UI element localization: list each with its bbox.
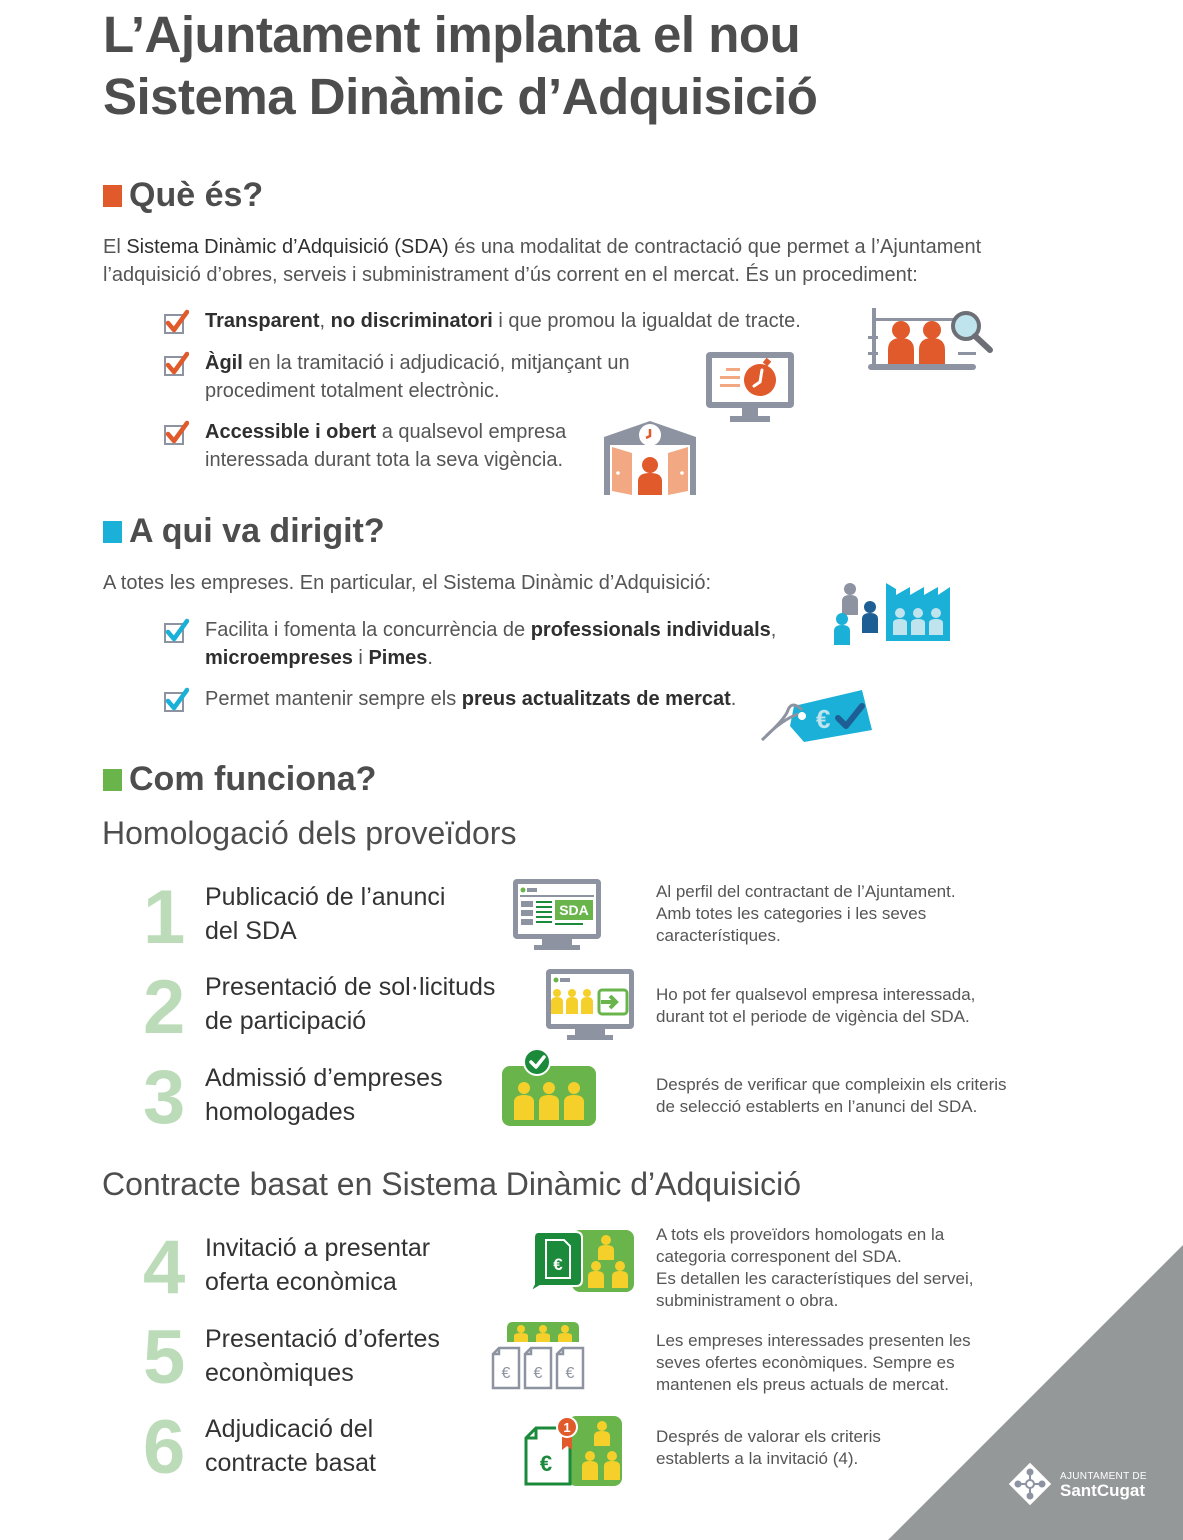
intro-paragraph — [103, 233, 1103, 289]
bold-transparent: Transparent — [205, 310, 320, 332]
intro-pre: El — [103, 236, 127, 258]
label-line-1: Admissió d’empreses — [205, 1064, 443, 1092]
subheading-contracte-basat: Contracte basat en Sistema Dinàmic d’Adquisició — [102, 1166, 801, 1202]
qui-intro: A totes les empreses. En particular, el Sistema Dinàmic d’Adquisició: — [103, 572, 712, 594]
approved-group-icon — [500, 1048, 598, 1128]
desc-line: característiques. — [656, 926, 781, 945]
desc-line: Les empreses interessades presenten les — [656, 1331, 971, 1350]
label-line-1: Publicació de l’anunci — [205, 883, 446, 911]
svg-text:€: € — [501, 1365, 511, 1382]
step-label-2 — [205, 970, 495, 1038]
intro-bold: Sistema Dinàmic d’Adquisició (SDA) — [126, 236, 449, 258]
ajuntament-sant-cugat-logo — [1008, 1462, 1147, 1506]
step-label-6 — [205, 1412, 376, 1480]
label-line-2: contracte basat — [205, 1449, 376, 1477]
bold-agil: Àgil — [205, 352, 243, 374]
check-item-preus — [163, 685, 736, 713]
item-rest: en la tramitació i adjudicació, mitjançant un — [242, 352, 630, 374]
subheading-homologacio: Homologació dels proveïdors — [102, 815, 517, 851]
step-label-3 — [205, 1061, 443, 1129]
conj: i — [352, 647, 369, 669]
orange-square-marker — [103, 185, 122, 207]
check-item-accessible — [163, 418, 566, 474]
logo-big-text: SantCugat — [1060, 1481, 1145, 1500]
checkbox-checked-icon — [163, 618, 189, 644]
item-rest: i que promou la igualdat de tracte. — [492, 310, 801, 332]
label-line-1: Presentació d’ofertes — [205, 1325, 440, 1353]
step-label-5 — [205, 1322, 440, 1390]
desc-line: durant tot el periode de vigència del SDA. — [656, 1007, 970, 1026]
period: . — [730, 688, 737, 710]
svg-text:€: € — [565, 1365, 575, 1382]
monitor-stopwatch-icon — [704, 350, 796, 426]
label-line-1: Adjudicació del — [205, 1415, 374, 1443]
checkbox-checked-icon — [163, 309, 189, 335]
intro-line-2: l’adquisició d’obres, serveis i subministrament d’ús corrent en el mercat. És un procediment: — [103, 264, 918, 286]
step-label-4 — [205, 1231, 430, 1299]
desc-line: categoria corresponent del SDA. — [656, 1247, 902, 1266]
checkbox-checked-icon — [163, 420, 189, 446]
label-line-1: Invitació a presentar — [205, 1234, 431, 1262]
check-item-professionals — [163, 616, 776, 672]
checkbox-checked-icon — [163, 687, 189, 713]
svg-text:€: € — [539, 1451, 553, 1476]
sant-cugat-emblem-icon — [1008, 1462, 1052, 1506]
step-number-6: 6 — [143, 1405, 186, 1490]
step-number-4: 4 — [143, 1225, 186, 1310]
label-line-2: del SDA — [205, 917, 297, 945]
heading-text: Com funciona? — [129, 760, 377, 798]
offers-euro-docs-icon — [491, 1320, 591, 1392]
item-rest: a qualsevol empresa — [376, 421, 567, 443]
heading-text: Què és? — [129, 176, 264, 214]
logo-small-text: AJUNTAMENT DE — [1060, 1471, 1147, 1482]
item-pre: Facilita i fomenta la concurrència de — [205, 619, 531, 641]
desc-line: mantenen els preus actuals de mercat. — [656, 1375, 949, 1394]
desc-line: A tots els proveïdors homologats en la — [656, 1225, 945, 1244]
svg-text:SDA: SDA — [559, 902, 589, 918]
monitor-sda-icon — [512, 878, 602, 952]
cyan-square-marker — [103, 521, 122, 543]
separator: , — [319, 310, 331, 332]
step-number-2: 2 — [143, 965, 186, 1050]
section-heading-que-es — [103, 176, 263, 215]
heading-text: A qui va dirigit? — [129, 512, 385, 550]
desc-line: Després de verificar que compleixin els criteris — [656, 1075, 1007, 1094]
checkbox-checked-icon — [163, 351, 189, 377]
svg-text:€: € — [816, 704, 831, 734]
desc-line: de selecció establerts en l’anunci del SDA. — [656, 1097, 978, 1116]
item-line-2: interessada durant tota la seva vigència. — [205, 449, 563, 471]
award-contract-icon — [524, 1414, 624, 1488]
desc-line: Ho pot fer qualsevol empresa interessada, — [656, 985, 976, 1004]
bold-microempreses: microempreses — [205, 647, 353, 669]
check-item-agil — [163, 349, 630, 405]
step-desc-2 — [656, 984, 1046, 1028]
period: . — [427, 647, 433, 669]
label-line-2: oferta econòmica — [205, 1268, 397, 1296]
svg-text:1: 1 — [563, 1420, 571, 1435]
desc-line: subministrament o obra. — [656, 1291, 839, 1310]
monitor-people-enter-icon — [545, 968, 635, 1042]
comma: , — [770, 619, 777, 641]
title-line-2: Sistema Dinàmic d’Adquisició — [103, 68, 818, 125]
step-number-5: 5 — [143, 1315, 186, 1400]
intro-post: és una modalitat de contractació que permet a l’Ajuntament — [448, 236, 982, 258]
item-line-2: procediment totalment electrònic. — [205, 380, 500, 402]
bold-pimes: Pimes — [368, 647, 428, 669]
people-magnifier-icon — [866, 306, 996, 372]
desc-line: Després de valorar els criteris — [656, 1427, 881, 1446]
svg-text:€: € — [553, 1255, 563, 1274]
desc-line: establerts a la invitació (4). — [656, 1449, 859, 1468]
bold-preus: preus actualitzats de mercat — [461, 688, 731, 710]
open-building-icon — [602, 417, 698, 497]
bold-professionals: professionals individuals — [530, 619, 771, 641]
step-desc-1 — [656, 881, 1046, 947]
euro-price-tag-icon — [758, 686, 876, 748]
step-desc-3 — [656, 1074, 1046, 1118]
label-line-2: de participació — [205, 1007, 367, 1035]
bold-accessible: Accessible i obert — [205, 421, 377, 443]
people-factory-icon — [830, 579, 954, 647]
label-line-2: econòmiques — [205, 1359, 354, 1387]
page-title — [103, 4, 1003, 128]
green-square-marker — [103, 769, 122, 791]
desc-line: Al perfil del contractant de l’Ajuntament. — [656, 882, 956, 901]
invitation-euro-icon — [528, 1228, 636, 1294]
desc-line: Amb totes les categories i les seves — [656, 904, 927, 923]
section-heading-a-qui — [103, 512, 385, 551]
label-line-2: homologades — [205, 1098, 356, 1126]
item-pre: Permet mantenir sempre els — [205, 688, 462, 710]
title-line-1: L’Ajuntament implanta el nou — [103, 6, 801, 63]
step-number-3: 3 — [143, 1055, 186, 1140]
section-heading-com-funciona — [103, 760, 376, 799]
step-number-1: 1 — [143, 875, 186, 960]
bold-no-discriminatori: no discriminatori — [330, 310, 493, 332]
desc-line: seves ofertes econòmiques. Sempre es — [656, 1353, 955, 1372]
svg-text:€: € — [533, 1365, 543, 1382]
step-label-1 — [205, 880, 445, 948]
label-line-1: Presentació de sol·licituds — [205, 973, 496, 1001]
check-item-transparent — [163, 307, 801, 335]
desc-line: Es detallen les característiques del servei, — [656, 1269, 974, 1288]
